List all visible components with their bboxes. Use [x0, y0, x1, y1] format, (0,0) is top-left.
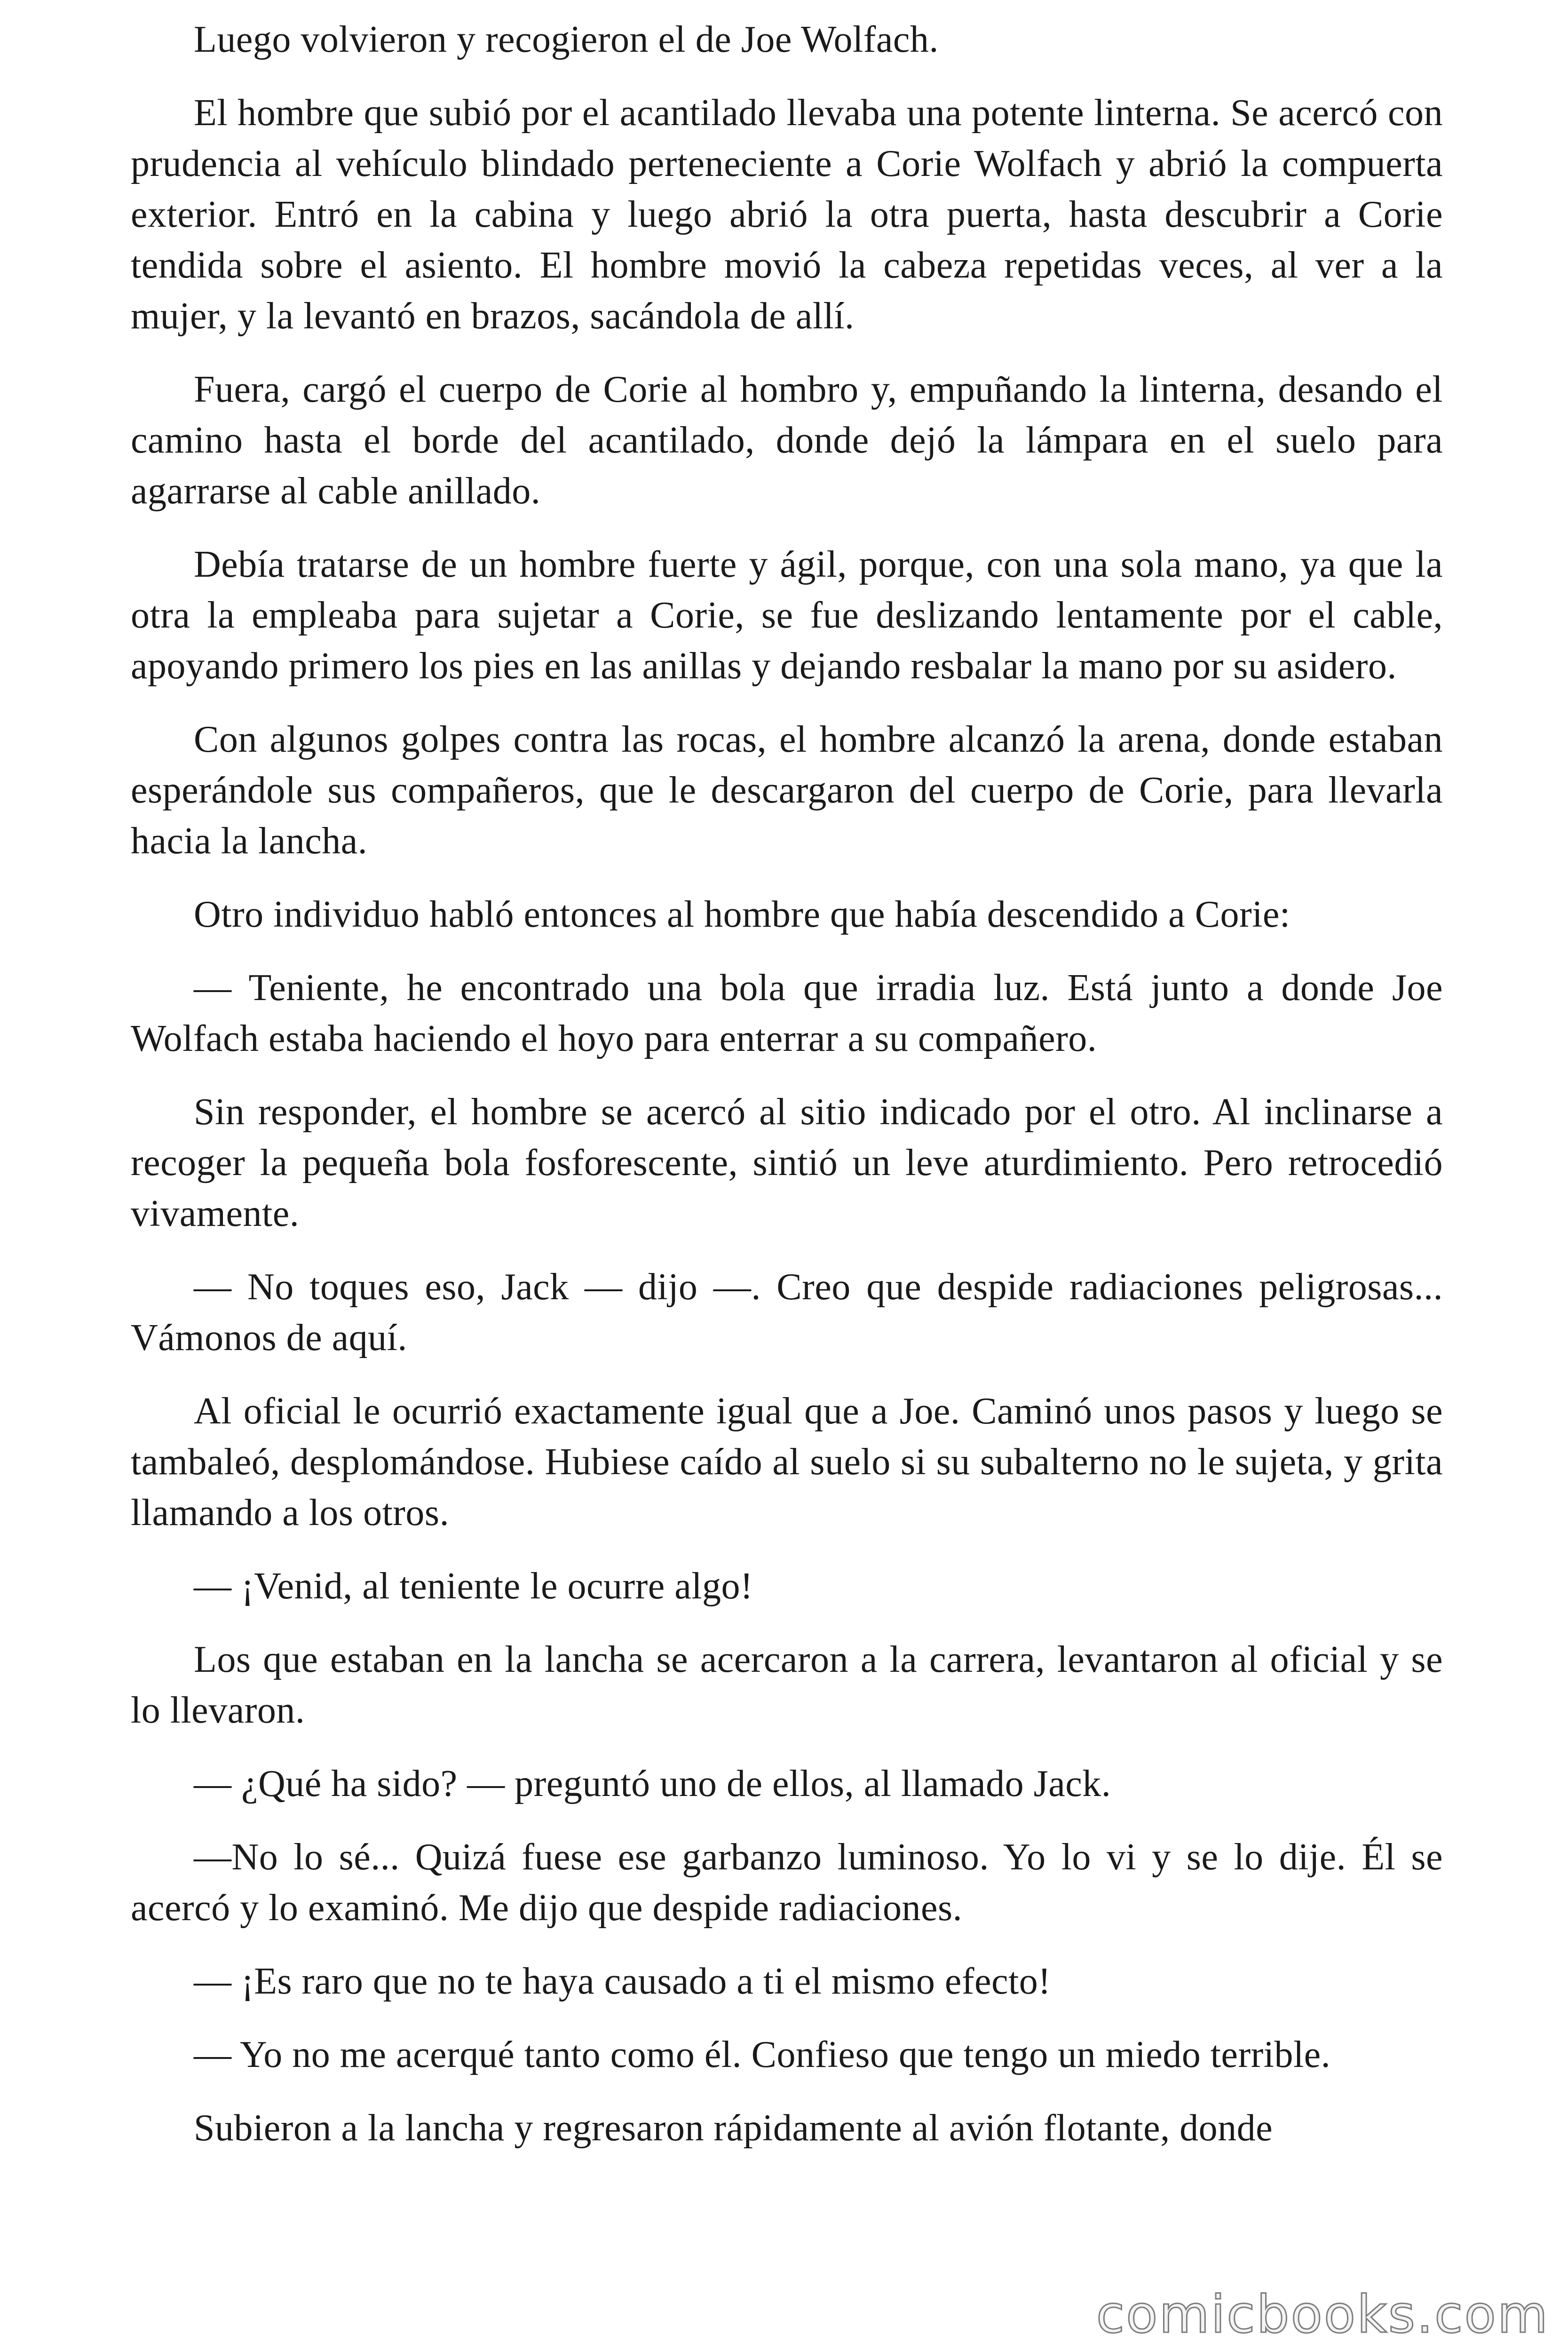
paragraph-2: El hombre que subió por el acantilado llevaba una potente linterna. Se acercó con prudencia al vehículo blindado perteneciente a Corie Wolfach y abrió la compuerta exterior. Entró en la cabina y luego abrió la otra puerta, hasta descubrir a Corie tendida sobre el asiento. El hombre movió la cabeza repetidas veces, al ver a la mujer, y la levantó en brazos, sacándola de allí.: [131, 92, 1443, 337]
watermark-logo: comicbooks.com: [1096, 2284, 1549, 2344]
paragraph-13: — ¿Qué ha sido? — preguntó uno de ellos, al llamado Jack.: [194, 1763, 1111, 1804]
paragraph-14: —No lo sé... Quizá fuese ese garbanzo luminoso. Yo lo vi y se lo dije. Él se acercó y lo examinó. Me dijo que despide radiaciones.: [131, 1836, 1443, 1929]
paragraph-15: — ¡Es raro que no te haya causado a ti el mismo efecto!: [194, 1961, 1051, 2002]
paragraph-4: Debía tratarse de un hombre fuerte y ágil, porque, con una sola mano, ya que la otra la empleaba para sujetar a Corie, se fue deslizando lentamente por el cable, apoyando primero los pies en las anillas y dejando resbalar la mano por su asidero.: [131, 544, 1443, 687]
paragraph-5: Con algunos golpes contra las rocas, el hombre alcanzó la arena, donde estaban esperándole sus compañeros, que le descargaron del cuerpo de Corie, para llevarla hacia la lancha.: [131, 719, 1443, 862]
paragraph-11: — ¡Venid, al teniente le ocurre algo!: [194, 1565, 753, 1607]
paragraph-7: — Teniente, he encontrado una bola que irradia luz. Está junto a donde Joe Wolfach estaba haciendo el hoyo para enterrar a su compañero.: [131, 967, 1443, 1059]
paragraph-1: Luego volvieron y recogieron el de Joe Wolfach.: [194, 19, 939, 60]
paragraph-6: Otro individuo habló entonces al hombre que había descendido a Corie:: [194, 894, 1291, 935]
paragraph-3: Fuera, cargó el cuerpo de Corie al hombro y, empuñando la linterna, desando el camino hasta el borde del acantilado, donde dejó la lámpara en el suelo para agarrarse al cable anillado.: [131, 369, 1443, 512]
paragraph-16: — Yo no me acerqué tanto como él. Confieso que tengo un miedo terrible.: [194, 2034, 1331, 2075]
paragraph-17: Subieron a la lancha y regresaron rápidamente al avión flotante, donde: [194, 2107, 1273, 2149]
paragraph-9: — No toques eso, Jack — dijo —. Creo que despide radiaciones peligrosas... Vámonos de aquí.: [131, 1266, 1443, 1359]
document-page: [131, 14, 1443, 2153]
paragraph-10: Al oficial le ocurrió exactamente igual que a Joe. Caminó unos pasos y luego se tambaleó, desplomándose. Hubiese caído al suelo si su subalterno no le sujeta, y grita llamando a los otros.: [131, 1391, 1443, 1534]
paragraph-8: Sin responder, el hombre se acercó al sitio indicado por el otro. Al inclinarse a recoger la pequeña bola fosforescente, sintió un leve aturdimiento. Pero retrocedió vivamente.: [131, 1091, 1443, 1234]
paragraph-12: Los que estaban en la lancha se acercaron a la carrera, levantaron al oficial y se lo llevaron.: [131, 1639, 1443, 1731]
